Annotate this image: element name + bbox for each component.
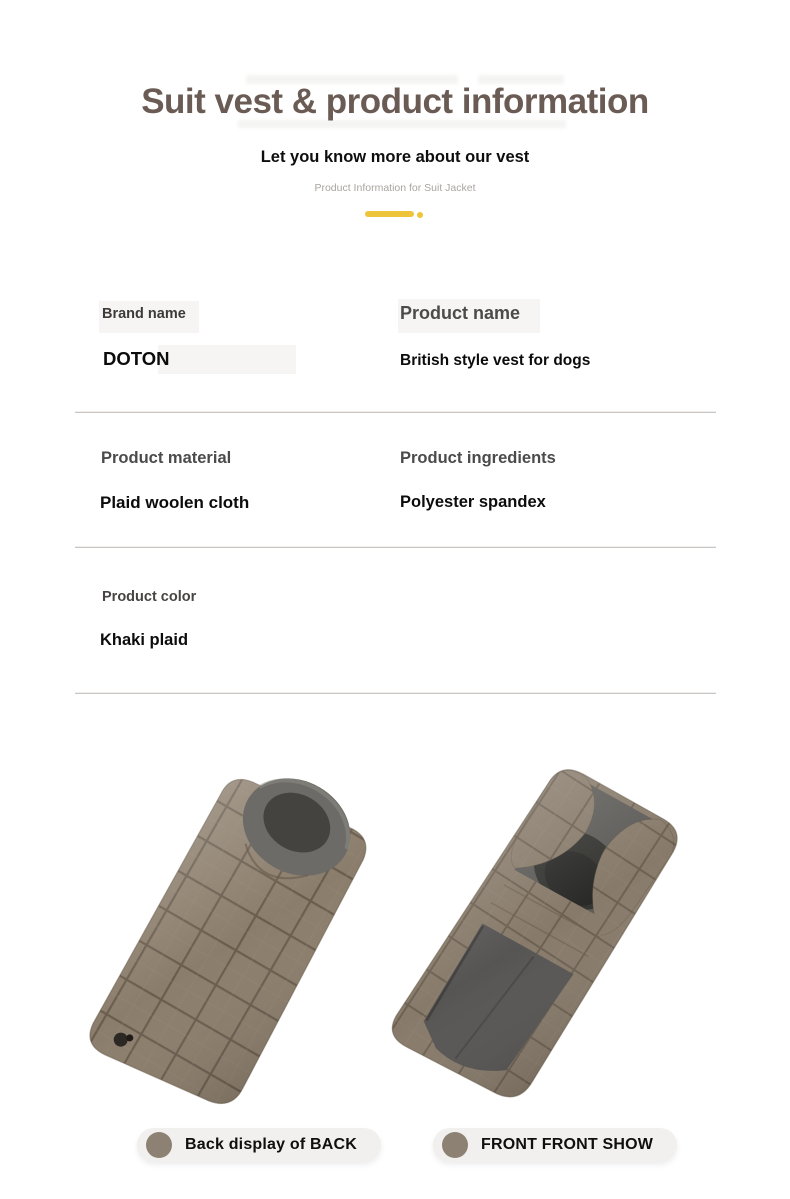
spec-value-brand-name: DOTON — [103, 348, 170, 369]
caption-dot-icon — [442, 1132, 468, 1158]
spec-label-product-material: Product material — [101, 449, 232, 467]
section-divider — [75, 693, 716, 694]
spec-value-product-name: British style vest for dogs — [400, 352, 591, 369]
spec-value-product-material: Plaid woolen cloth — [100, 493, 250, 512]
caption-dot-icon — [146, 1132, 172, 1158]
page-subtitle: Let you know more about our vest — [260, 148, 530, 166]
accent-divider-bar — [365, 211, 414, 217]
spec-label-brand-name: Brand name — [102, 306, 186, 322]
spec-label-product-color: Product color — [102, 589, 197, 605]
label-highlight — [158, 345, 296, 374]
spec-label-product-name: Product name — [400, 303, 521, 323]
page-title: Suit vest & product information — [141, 82, 649, 121]
vest-back-photo — [80, 742, 370, 1112]
caption-text: Back display of BACK — [185, 1136, 358, 1153]
spec-label-product-ingredients: Product ingredients — [400, 449, 556, 467]
caption-text: FRONT FRONT SHOW — [481, 1136, 654, 1153]
caption-front-show — [433, 1128, 677, 1162]
spec-value-product-ingredients: Polyester spandex — [400, 493, 546, 511]
spec-value-product-color: Khaki plaid — [100, 631, 189, 649]
section-divider — [75, 547, 716, 548]
vest-front-shape — [385, 755, 691, 1115]
vest-front-photo — [388, 740, 678, 1110]
vest-back-shape — [79, 746, 393, 1123]
section-divider — [75, 412, 716, 413]
accent-divider-dot — [417, 212, 423, 218]
caption-back-display — [137, 1128, 381, 1162]
page-tagline: Product Information for Suit Jacket — [314, 182, 476, 194]
